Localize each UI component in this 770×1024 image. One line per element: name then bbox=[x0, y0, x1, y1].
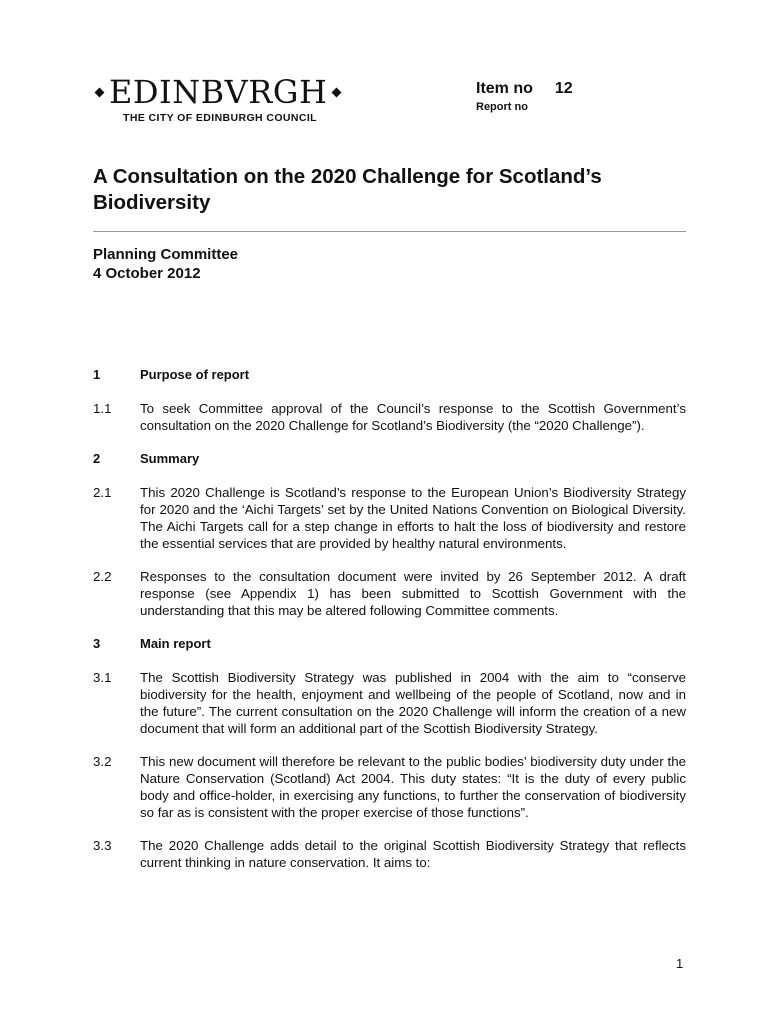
logo-subtitle: THE CITY OF EDINBURGH COUNCIL bbox=[123, 112, 317, 124]
section-number: 2 bbox=[93, 451, 101, 466]
committee-name: Planning Committee bbox=[93, 246, 239, 263]
diamond-icon bbox=[332, 87, 342, 97]
council-logo bbox=[90, 73, 355, 124]
committee-date: 4 October 2012 bbox=[93, 265, 201, 282]
paragraph-number: 2.2 bbox=[93, 569, 112, 584]
title-divider bbox=[93, 231, 686, 232]
section-number: 3 bbox=[93, 636, 101, 651]
paragraph bbox=[93, 400, 686, 434]
page-title: A Consultation on the 2020 Challenge for Scotland’s Biodiversity bbox=[93, 165, 602, 214]
section-title: Purpose of report bbox=[140, 367, 250, 382]
logo-wordmark bbox=[90, 73, 355, 111]
paragraph-number: 3.1 bbox=[93, 670, 112, 685]
paragraph-number: 3.2 bbox=[93, 754, 112, 769]
item-number: 12 bbox=[554, 80, 573, 97]
item-label: Item no bbox=[476, 80, 533, 97]
paragraph bbox=[93, 837, 686, 871]
item-number-block bbox=[476, 80, 573, 113]
section-heading bbox=[93, 450, 686, 467]
page-number: 1 bbox=[676, 956, 684, 971]
paragraph-text: The 2020 Challenge adds detail to the original Scottish Biodiversity Strategy that reflects current thinking in nature conservation. It aims to: bbox=[140, 838, 686, 870]
paragraph-text: The Scottish Biodiversity Strategy was published in 2004 with the aim to “conserve biodiversity for the health, enjoyment and wellbeing of the people of Scotland, now and in the future”. The current consultation on the 2020 Challenge will inform the creation of a new document that will form an additional part of the Scottish Biodiversity Strategy. bbox=[140, 670, 686, 736]
paragraph bbox=[93, 669, 686, 737]
paragraph bbox=[93, 568, 686, 619]
paragraph-number: 2.1 bbox=[93, 485, 112, 500]
section-title: Summary bbox=[140, 451, 200, 466]
section-heading bbox=[93, 635, 686, 652]
paragraph-text: This 2020 Challenge is Scotland’s response to the European Union’s Biodiversity Strategy for 2020 and the ‘Aichi Targets’ set by the United Nations Convention on Biological Diversity. The Aichi Targets call for a step change in efforts to halt the loss of biodiversity and restore the essential services that are provided by healthy natural environments. bbox=[140, 485, 686, 551]
committee-info bbox=[93, 245, 238, 283]
paragraph-number: 3.3 bbox=[93, 838, 112, 853]
report-label: Report no bbox=[476, 101, 528, 113]
paragraph-text: This new document will therefore be relevant to the public bodies’ biodiversity duty under the Nature Conservation (Scotland) Act 2004. This duty states: “It is the duty of every public body and office-holder, in exercising any functions, to further the conservation of biodiversity so far as is consistent with the proper exercise of those functions”. bbox=[140, 754, 686, 820]
paragraph-number: 1.1 bbox=[93, 401, 112, 416]
section-number: 1 bbox=[93, 367, 101, 382]
logo-text: EDINBVRGH bbox=[109, 73, 328, 111]
paragraph-text: Responses to the consultation document were invited by 26 September 2012. A draft response (see Appendix 1) has been submitted to Scottish Government with the understanding that this may be altered following Committee comments. bbox=[140, 569, 686, 618]
diamond-icon bbox=[95, 87, 105, 97]
paragraph-text: To seek Committee approval of the Council’s response to the Scottish Government’s consultation on the 2020 Challenge for Scotland’s Biodiversity (the “2020 Challenge”). bbox=[140, 401, 686, 433]
paragraph bbox=[93, 484, 686, 552]
report-body bbox=[93, 366, 686, 887]
section-heading bbox=[93, 366, 686, 383]
paragraph bbox=[93, 753, 686, 821]
section-title: Main report bbox=[140, 636, 211, 651]
